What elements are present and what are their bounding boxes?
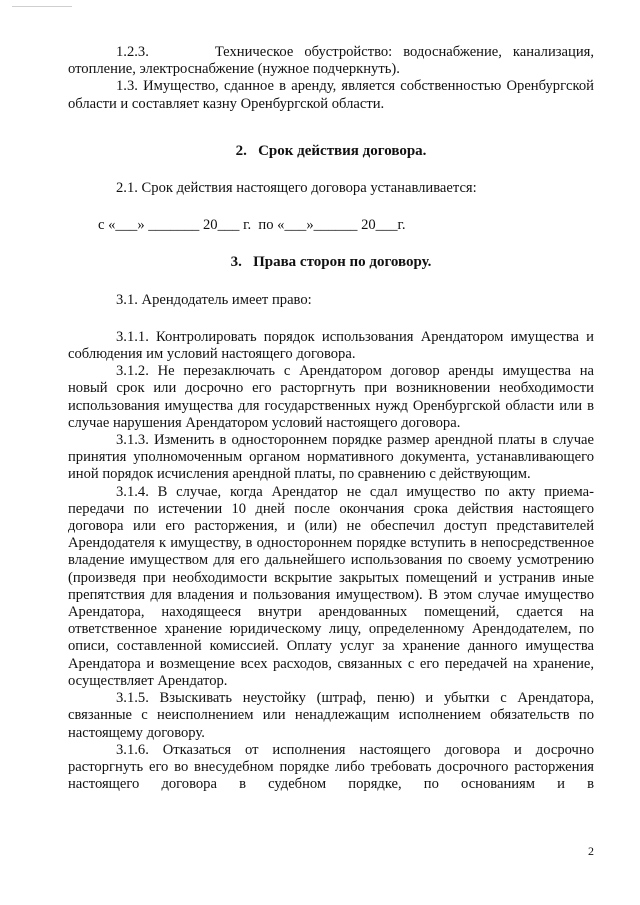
scan-edge-mark <box>12 6 72 7</box>
section-3-heading: 3. Права сторон по договору. <box>230 254 432 271</box>
paragraph-3-1-3: 3.1.3. Изменить в одностороннем порядке размер арендной платы в случае принятия уполномоченным органом нормативного документа, устанавливающего иной порядок исчисления арендной платы, по сравнению с действующим. <box>68 432 594 483</box>
paragraph-3-1-2: 3.1.2. Не перезаключать с Арендатором договор аренды имущества на новый срок или досрочно его расторгнуть при возникновении необходимости использования имущества для государственных нужд Оренбургской области или в случае нарушения Арендатором условий настоящего договора. <box>68 363 594 431</box>
paragraph-1-2-3: 1.2.3. Техническое обустройство: водоснабжение, канализация, отопление, электроснабжение (нужное подчеркнуть). <box>68 44 594 78</box>
paragraph-1-3: 1.3. Имущество, сданное в аренду, является собственностью Оренбургской области и составляет казну Оренбургской области. <box>68 78 594 112</box>
paragraph-3-1-6: 3.1.6. Отказаться от исполнения настоящего договора и досрочно расторгнуть его во внесудебном порядке либо требовать досрочного расторжения настоящего договора в судебном порядке, по основаниям и в <box>68 741 594 793</box>
section-2-heading: 2. Срок действия договора. <box>235 142 427 159</box>
paragraph-3-1: 3.1. Арендодатель имеет право: <box>116 291 312 308</box>
paragraph-2-1: 2.1. Срок действия настоящего договора устанавливается: <box>116 180 477 197</box>
paragraph-3-1-1: 3.1.1. Контролировать порядок использования Арендатором имущества и соблюдения им условий настоящего договора. <box>68 328 594 363</box>
page-number: 2 <box>588 844 594 858</box>
paragraph-3-1-4: 3.1.4. В случае, когда Арендатор не сдал имущество по акту приема-передачи по истечении 10 дней после окончания срока действия настоящего договора или его расторжения, и (или) не обеспечил доступ представителей Арендодателя к имуществу, в одностороннем порядке вступить в непосредственное владение имуществом для его дальнейшего использования по своему усмотрению (произведя при необходимости вскрытие закрытых помещений и устранив иные препятствия для владения и пользования имуществом). В этом случае имущество Арендатора, находящееся внутри арендованных помещений, сдается на ответственное хранение юридическому лицу, определенному Арендодателем, по описи, составленной комиссией. Оплату услуг за хранение данного имущества Арендатора и возмещение всех расходов, связанных с его передачей на хранение, осуществляет Арендатор. <box>68 483 594 689</box>
term-dates-line: с «___» _______ 20___ г. по «___»______ 20___г. <box>98 217 406 234</box>
paragraph-3-1-5: 3.1.5. Взыскивать неустойку (штраф, пеню) и убытки с Арендатора, связанные с неисполнением или ненадлежащим исполнением обязательств по настоящему договору. <box>68 690 594 741</box>
document-page <box>68 44 594 793</box>
